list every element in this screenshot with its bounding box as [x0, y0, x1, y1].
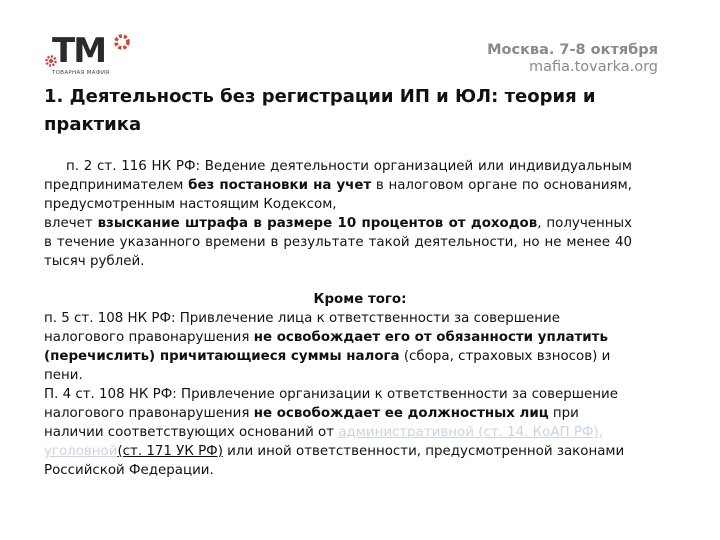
text-run: П. 4 ст. 108 НК РФ: Привлечение организации к ответственности за совершение налогового правонарушения — [44, 387, 618, 421]
bold-run: не освобождает его от обязанности уплатить (перечислить) причитающиеся суммы налога — [44, 330, 608, 364]
paragraph-108-5 — [44, 309, 632, 385]
logo-text: TM — [52, 31, 106, 71]
paragraph-108-4 — [44, 385, 632, 480]
bold-run: не освобождает ее должностных лиц — [253, 406, 549, 421]
text-run: п. 2 ст. 116 НК РФ: Ведение деятельности организацией или индивидуальным предпринимателем — [44, 159, 632, 193]
paragraph-116 — [44, 157, 632, 271]
text-run: (сбора, страховых взносов) и пени. — [44, 349, 611, 383]
title-line-2: практика — [44, 114, 142, 135]
bold-run: без постановки на учет — [188, 178, 372, 193]
text-run: в налоговом органе по основаниям, предусмотренным настоящим Кодексом, — [44, 178, 632, 212]
event-info — [487, 42, 658, 76]
text-run: п. 5 ст. 108 НК РФ: Привлечение лица к ответственности за совершение налогового правонарушения — [44, 311, 560, 345]
event-site: mafia.tovarka.org — [528, 59, 658, 75]
text-run: или иной ответственности, предусмотренной законами Российской Федерации. — [44, 444, 625, 478]
logo-subtitle: ТОВАРНАЯ МАФИЯ — [52, 70, 110, 76]
title-line-1: 1. Деятельность без регистрации ИП и ЮЛ: теория и — [44, 86, 596, 107]
event-date: Москва. 7-8 октября — [487, 42, 658, 58]
tm-logo — [44, 31, 136, 78]
text-run: при наличии соответствующих оснований от — [44, 406, 579, 440]
link-administrative[interactable]: административной (ст. 14. КоАП РФ) — [338, 425, 599, 440]
slide-title — [44, 83, 644, 139]
bold-run: взыскание штрафа в размере 10 процентов от доходов — [97, 216, 538, 231]
moreover-heading: Кроме того: — [313, 292, 407, 307]
link-criminal[interactable]: уголовной — [44, 444, 118, 459]
text-run: , — [598, 425, 603, 440]
text-run: , полученных в течение указанного времени в результате такой деятельности, но не менее 40 тысяч рублей. — [44, 216, 632, 269]
gear-icon — [112, 32, 132, 52]
underlined-run: (ст. 171 УК РФ) — [117, 444, 223, 459]
text-run: влечет — [44, 216, 98, 231]
